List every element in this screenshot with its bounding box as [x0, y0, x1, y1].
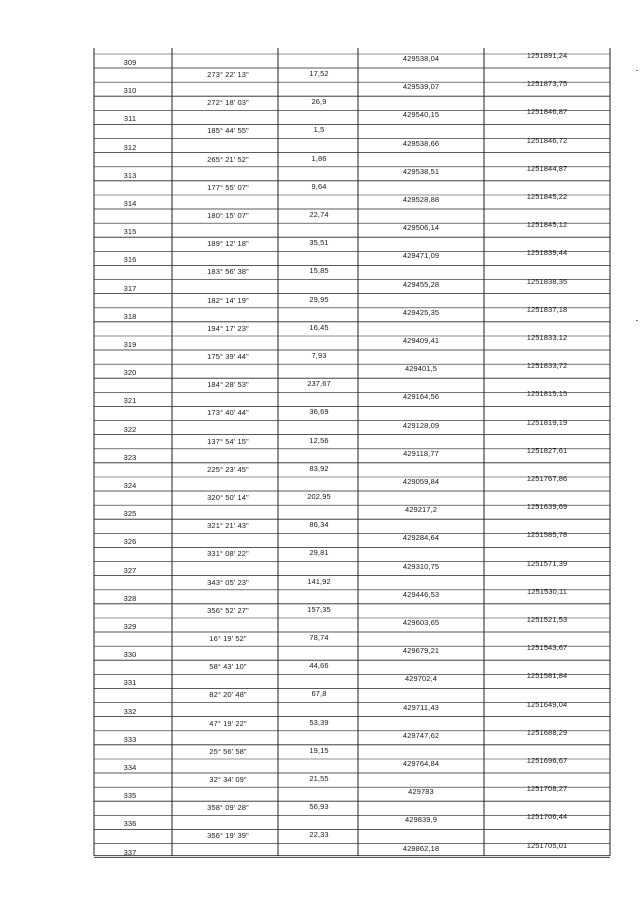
- point-number: 337: [123, 847, 137, 857]
- segment-length: 9,64: [311, 181, 327, 191]
- coordinate-y: 1251543,67: [526, 643, 568, 653]
- direction-angle: 177° 55' 07": [207, 182, 249, 192]
- direction-angle: 225° 23' 45": [207, 464, 249, 474]
- direction-angle: 175° 39' 44": [207, 352, 249, 361]
- segment-length: 29,95: [309, 294, 329, 304]
- segment-length: 202,95: [307, 492, 331, 501]
- point-number: 322: [123, 424, 137, 434]
- coordinate-x: 429540,15: [402, 110, 440, 120]
- direction-angle: 273° 22' 13": [207, 70, 249, 79]
- point-number: 310: [123, 86, 137, 96]
- segment-length: 86,34: [309, 520, 329, 530]
- coordinate-y: 1251708,27: [526, 784, 568, 794]
- coordinate-y: 1251833,72: [526, 361, 568, 371]
- segment-length: 22,33: [309, 830, 329, 840]
- point-number: 329: [123, 622, 137, 631]
- direction-angle: 137° 54' 15": [207, 436, 249, 446]
- point-number: 336: [123, 819, 137, 829]
- coordinate-y: 1251873,75: [526, 79, 568, 89]
- segment-length: 22,74: [309, 210, 329, 219]
- coordinate-y: 1251585,78: [526, 530, 568, 540]
- coordinate-y: 1251649,04: [526, 699, 568, 709]
- coordinate-x: 429528,88: [402, 195, 440, 204]
- coordinate-x: 429164,56: [402, 392, 440, 402]
- margin-mark: [636, 70, 638, 71]
- coordinate-x: 429538,04: [402, 54, 440, 63]
- direction-angle: 189° 12' 18": [207, 239, 249, 249]
- segment-length: 1,86: [311, 153, 327, 163]
- coordinate-y: 1251688,29: [526, 727, 568, 737]
- coordinate-x: 429538,51: [402, 166, 440, 176]
- coordinate-x: 429425,35: [402, 307, 440, 317]
- direction-angle: 25° 56' 58": [209, 746, 247, 756]
- direction-angle: 272° 18' 03": [207, 98, 249, 108]
- segment-length: 26,9: [311, 97, 327, 107]
- segment-length: 141,92: [307, 576, 331, 586]
- coordinate-x: 429702,4: [404, 674, 438, 684]
- segment-length: 1,5: [313, 125, 325, 135]
- coordinate-y: 1251521,53: [526, 615, 568, 624]
- coordinate-x: 429747,62: [402, 730, 440, 740]
- point-number: 334: [123, 763, 137, 772]
- coordinate-y: 1251891,24: [526, 51, 568, 60]
- coordinate-x: 429783: [408, 787, 434, 797]
- segment-length: 19,15: [309, 745, 329, 755]
- direction-angle: 343° 05' 23": [207, 577, 249, 587]
- coordinate-y: 1251767,86: [526, 474, 568, 483]
- segment-length: 53,39: [309, 717, 329, 727]
- segment-length: 78,74: [309, 633, 329, 642]
- coordinate-x: 429603,65: [402, 618, 440, 627]
- segment-length: 237,67: [307, 379, 331, 389]
- coordinate-y: 1251571,39: [526, 558, 568, 568]
- coordinate-y: 1251815,15: [526, 389, 568, 399]
- coordinate-x: 429310,75: [402, 561, 440, 571]
- direction-angle: 58° 43' 10": [209, 662, 247, 672]
- segment-length: 16,45: [309, 322, 329, 332]
- point-number: 335: [123, 791, 137, 801]
- coordinate-y: 1251639,69: [526, 502, 568, 512]
- coordinate-x: 429839,9: [404, 815, 438, 825]
- coordinate-x: 429539,07: [402, 82, 440, 92]
- point-number: 326: [123, 537, 137, 547]
- direction-angle: 47° 19' 22": [209, 718, 247, 728]
- point-number: 313: [123, 170, 137, 180]
- direction-angle: 173° 40' 44": [207, 408, 249, 418]
- direction-angle: 32° 34' 09": [209, 775, 247, 784]
- direction-angle: 356° 52' 27": [207, 605, 249, 615]
- direction-angle: 320° 50' 14": [207, 493, 249, 502]
- point-number: 318: [123, 311, 137, 321]
- coordinate-x: 429401,5: [404, 364, 438, 374]
- coordinate-x: 429128,09: [402, 420, 440, 430]
- segment-length: 36,69: [309, 407, 329, 417]
- point-number: 320: [123, 368, 137, 378]
- coordinate-y: 1251705,01: [526, 840, 568, 850]
- coordinate-y: 1251837,18: [526, 304, 568, 314]
- coordinate-y: 1251827,61: [526, 445, 568, 455]
- direction-angle: 183° 56' 38": [207, 267, 249, 277]
- coordinate-x: 429455,28: [402, 279, 440, 289]
- direction-angle: 358° 09' 28": [207, 803, 249, 813]
- direction-angle: 331° 08' 22": [207, 549, 249, 559]
- coordinate-x: 429506,14: [402, 223, 440, 233]
- coordinate-y: 1251530,11: [526, 586, 568, 596]
- point-number: 316: [123, 255, 137, 265]
- segment-length: 21,55: [309, 774, 329, 783]
- segment-length: 67,8: [311, 689, 327, 699]
- coordinate-x: 429409,41: [402, 336, 440, 345]
- point-number: 312: [123, 142, 137, 152]
- direction-angle: 16° 19' 52": [209, 634, 247, 643]
- segment-length: 56,93: [309, 802, 329, 812]
- point-number: 314: [123, 199, 137, 208]
- coordinate-y: 1251846,87: [526, 107, 568, 117]
- coordinate-x: 429118,77: [403, 448, 439, 458]
- direction-angle: 185° 44' 55": [207, 126, 249, 136]
- coordinate-x: 429862,18: [402, 843, 440, 853]
- coordinate-x: 429711,43: [403, 702, 439, 712]
- coordinate-x: 429059,84: [402, 477, 440, 486]
- segment-length: 17,52: [309, 69, 329, 78]
- coordinate-y: 1251838,35: [526, 276, 568, 286]
- coordinate-y: 1251706,44: [526, 812, 568, 822]
- segment-length: 15,85: [309, 266, 329, 276]
- coordinate-y: 1251696,67: [526, 756, 568, 765]
- point-number: 332: [123, 706, 137, 716]
- point-number: 331: [123, 678, 137, 688]
- direction-angle: 321° 21' 43": [207, 521, 249, 531]
- coordinate-y: 1251846,72: [526, 135, 568, 145]
- point-number: 324: [123, 481, 137, 490]
- direction-angle: 265° 21' 52": [207, 154, 249, 164]
- point-number: 309: [123, 58, 137, 67]
- segment-length: 7,93: [311, 351, 327, 360]
- direction-angle: 194° 17' 23": [207, 323, 249, 333]
- coordinate-x: 429471,09: [402, 251, 440, 261]
- point-number: 333: [123, 734, 137, 744]
- point-number: 330: [123, 650, 137, 660]
- segment-length: 157,35: [307, 604, 331, 614]
- coordinate-x: 429679,21: [402, 646, 440, 656]
- segment-length: 35,51: [309, 238, 329, 248]
- point-number: 315: [123, 227, 137, 237]
- coordinate-x: 429538,66: [402, 138, 440, 148]
- point-number: 311: [123, 114, 137, 124]
- segment-length: 29,81: [309, 548, 329, 558]
- segment-length: 44,66: [309, 661, 329, 671]
- coordinate-x: 429764,84: [402, 759, 440, 768]
- segment-length: 12,56: [309, 435, 329, 445]
- coordinate-y: 1251844,87: [526, 163, 568, 173]
- segment-length: 83,92: [309, 463, 329, 473]
- direction-angle: 356° 19' 39": [207, 831, 249, 841]
- direction-angle: 182° 14' 19": [207, 295, 249, 305]
- point-number: 328: [123, 593, 137, 603]
- point-number: 317: [123, 283, 137, 293]
- direction-angle: 184° 28' 53": [207, 380, 249, 390]
- coordinate-y: 1251839,44: [526, 248, 568, 258]
- point-number: 323: [123, 452, 137, 462]
- margin-mark: [636, 320, 638, 321]
- coordinate-y: 1251833,12: [526, 333, 568, 342]
- coordinate-x: 429446,53: [402, 589, 440, 599]
- point-number: 325: [123, 509, 137, 519]
- direction-angle: 180° 15' 07": [207, 211, 249, 220]
- point-number: 327: [123, 565, 137, 575]
- coordinate-x: 429284,64: [402, 533, 440, 543]
- direction-angle: 82° 20' 48": [209, 690, 247, 700]
- coordinate-y: 1251845,22: [526, 192, 568, 201]
- coordinate-y: 1251581,84: [526, 671, 568, 681]
- point-number: 321: [123, 396, 137, 406]
- coordinate-y: 1251845,12: [526, 220, 568, 230]
- point-number: 319: [123, 340, 137, 349]
- coordinate-y: 1251819,19: [526, 417, 568, 427]
- coordinate-x: 429217,2: [404, 505, 438, 515]
